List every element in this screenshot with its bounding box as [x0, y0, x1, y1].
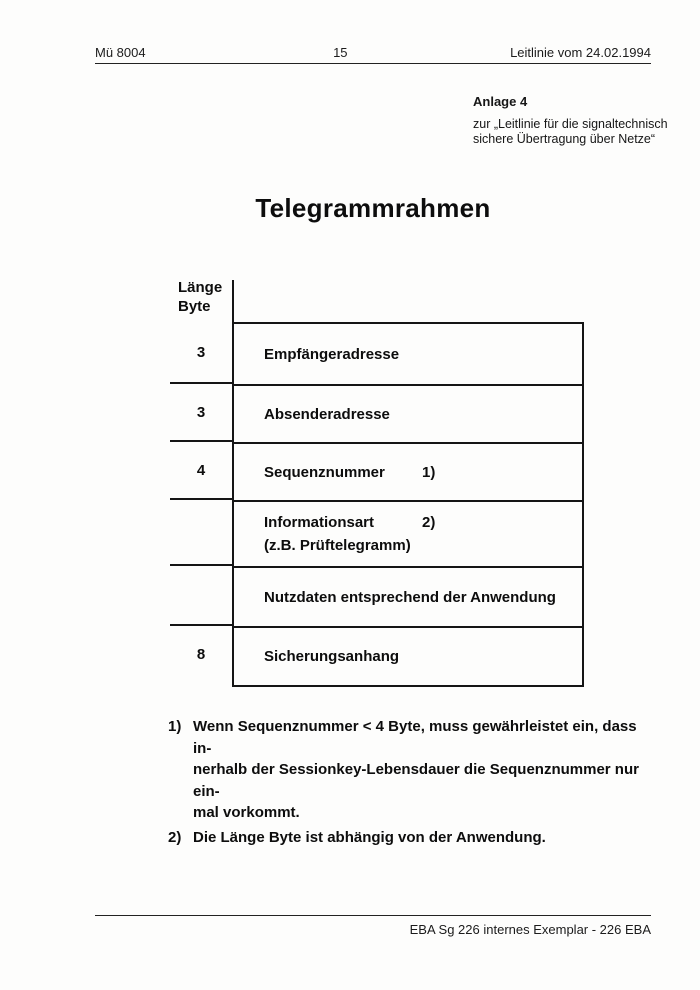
frame-row-sequenznummer — [234, 442, 582, 500]
length-value-row4 — [170, 564, 232, 624]
footnote-line: mal vorkommt. — [193, 804, 300, 821]
length-value-row0: 3 — [196, 343, 206, 361]
length-value-row2: 4 — [170, 440, 232, 498]
footnote-line: Wenn Sequenznummer < 4 Byte, muss gewährleistet ein, dass in- — [193, 718, 637, 757]
telegram-frame-diagram — [170, 278, 590, 698]
footnote-marker: 1) — [168, 718, 182, 735]
header-doc-id: Mü 8004 — [95, 45, 146, 60]
frame-row-label: Absenderadresse — [264, 405, 390, 423]
length-header-line2: Byte — [178, 298, 211, 315]
header-divider — [95, 63, 651, 64]
length-column — [170, 322, 232, 683]
length-value-row3 — [170, 498, 232, 564]
length-header-line1: Länge — [178, 279, 223, 296]
frame-row-footnote-ref: 1) — [422, 463, 436, 481]
frame-row-sicherungsanhang — [234, 626, 582, 685]
length-column-header — [178, 278, 222, 316]
footnote-marker: 2) — [168, 828, 182, 846]
footnote-text — [193, 716, 658, 824]
header-page-number: 15 — [333, 45, 348, 60]
footer-divider — [95, 915, 651, 916]
footnote-line: nerhalb der Sessionkey-Lebensdauer die Sequenznummer nur ein- — [193, 761, 639, 800]
footnote-1 — [168, 716, 658, 824]
frame-row-footnote-ref: 2) — [422, 514, 436, 531]
frame-box — [232, 322, 584, 687]
footer-text: EBA Sg 226 internes Exemplar - 226 EBA — [409, 922, 651, 937]
frame-row-label: Sequenznummer — [264, 463, 385, 481]
annex-block — [473, 94, 668, 148]
header-doc-title: Leitlinie vom 24.02.1994 — [510, 45, 651, 60]
frame-row-nutzdaten — [234, 566, 582, 626]
footnotes-block — [168, 716, 658, 848]
frame-row-sublabel: (z.B. Prüftelegramm) — [264, 537, 411, 554]
page-title: Telegrammrahmen — [255, 193, 491, 223]
length-value-row5: 8 — [170, 624, 232, 683]
frame-row-absenderadresse — [234, 384, 582, 442]
frame-row-label: Informationsart — [264, 514, 375, 531]
annex-title: Anlage 4 — [473, 94, 528, 109]
annex-subtitle-line1: zur „Leitlinie für die signaltechnisch — [473, 116, 668, 131]
frame-row-empfaengeradresse — [234, 324, 582, 384]
frame-row-label: Nutzdaten entsprechend der Anwendung — [264, 588, 556, 606]
footnote-line: Die Länge Byte ist abhängig von der Anwendung. — [193, 828, 546, 846]
footnote-text — [193, 827, 546, 849]
page-header — [95, 45, 651, 60]
frame-row-informationsart — [234, 500, 582, 566]
footnote-2 — [168, 827, 658, 849]
frame-row-label: Sicherungsanhang — [264, 648, 400, 665]
annex-subtitle-line2: sichere Übertragung über Netze“ — [473, 132, 656, 146]
length-value-row1: 3 — [170, 382, 232, 440]
frame-row-label: Empfängeradresse — [264, 345, 400, 363]
